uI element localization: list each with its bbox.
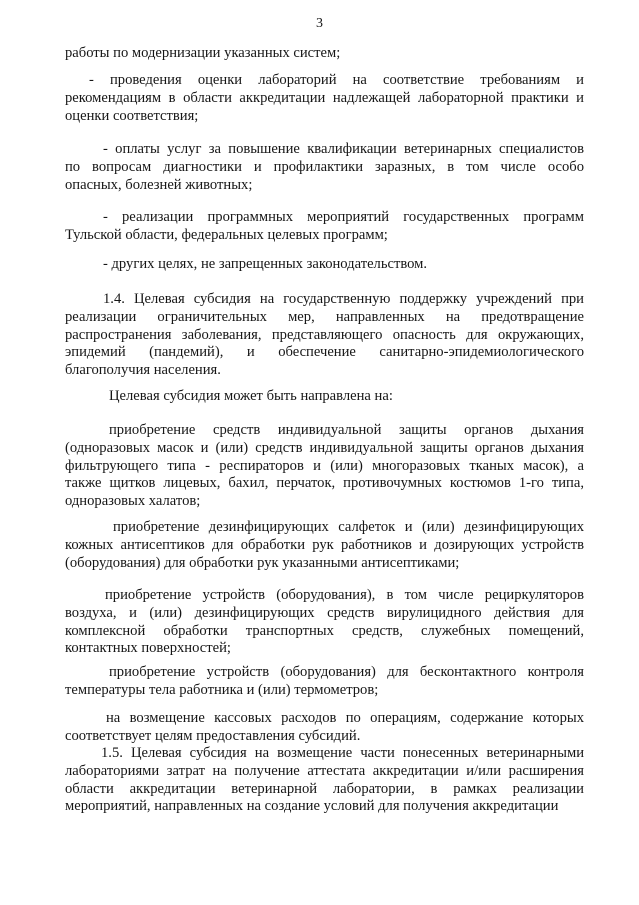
paragraph [65,141,584,194]
paragraph [65,745,584,816]
paragraph [65,45,584,63]
paragraph [65,710,584,746]
text-line: (одноразовых масок и (или) средств индивидуальной защиты органов дыхания [65,439,584,456]
text-line: на возмещение кассовых расходов по операциям, содержание которых [106,710,584,726]
text-line: 1.4. Целевая субсидия на государственную поддержку учреждений при [103,291,584,307]
text-line: температуры тела работника и (или) термометров; [65,681,379,698]
paragraph [65,664,584,700]
paragraph [65,519,584,572]
text-line: Тульской области, федеральных целевых программ; [65,226,388,243]
paragraph [65,587,584,658]
paragraph [65,209,584,245]
text-line: - других целях, не запрещенных законодательством. [103,256,428,272]
paragraph [65,291,584,380]
paragraph [65,388,584,406]
text-line: воздуха, и (или) дезинфицирующих средств вирулицидного действия для [65,604,584,621]
paragraph [65,72,584,125]
text-line: оценки соответствия; [65,107,199,124]
text-line: опасных, болезней животных; [65,176,253,193]
text-line: - реализации программных мероприятий государственных программ [103,209,584,225]
paragraph [65,422,584,511]
text-line: работы по модернизации указанных систем; [65,45,341,61]
text-line: кожных антисептиков для обработки рук работников и дозирующих устройств [65,536,584,553]
text-line: приобретение средств индивидуальной защиты органов дыхания [109,422,584,438]
text-line: также щитков лицевых, бахил, перчаток, противочумных костюмов 1-го типа, [65,475,584,492]
text-line: области аккредитации ветеринарной лаборатории, в рамках реализации [65,780,584,797]
text-line: комплексной обработки транспортных средств, служебных помещений, [65,622,584,639]
text-line: Целевая субсидия может быть направлена на: [109,388,393,404]
text-line: контактных поверхностей; [65,640,231,657]
text-line: по вопросам диагностики и профилактики заразных, в том числе особо [65,158,584,175]
text-line: рекомендациям в области аккредитации надлежащей лабораторной практики и [65,89,584,106]
text-line: мероприятий, направленных на создание условий для получения аккредитации [65,798,559,815]
page-number: 3 [316,16,323,31]
text-line: приобретение дезинфицирующих салфеток и (или) дезинфицирующих [113,519,584,535]
text-line: благополучия населения. [65,362,221,379]
text-line: фильтрующего типа - респираторов и (или) многоразовых тканых масок), а [65,457,584,474]
text-line: - проведения оценки лабораторий на соответствие требованиям и [89,72,584,88]
text-line: (оборудования) для обработки рук указанными антисептиками; [65,554,460,571]
text-line: соответствует целям предоставления субсидий. [65,727,361,744]
text-line: одноразовых халатов; [65,493,201,510]
text-line: - оплаты услуг за повышение квалификации ветеринарных специалистов [103,141,584,157]
text-line: реализации ограничительных мер, направленных на предотвращение [65,308,584,325]
text-line: лабораториями затрат на получение аттестата аккредитации и/или расширения [65,762,584,779]
text-line: эпидемий (пандемий), и обеспечение санитарно-эпидемиологического [65,344,584,361]
text-line: распространения заболевания, представляющего опасность для окружающих, [65,326,584,343]
text-line: приобретение устройств (оборудования), в том числе рециркуляторов [105,587,584,603]
text-line: приобретение устройств (оборудования) для бесконтактного контроля [109,664,584,680]
text-line: 1.5. Целевая субсидия на возмещение части понесенных ветеринарными [101,745,584,761]
paragraph [65,256,584,274]
